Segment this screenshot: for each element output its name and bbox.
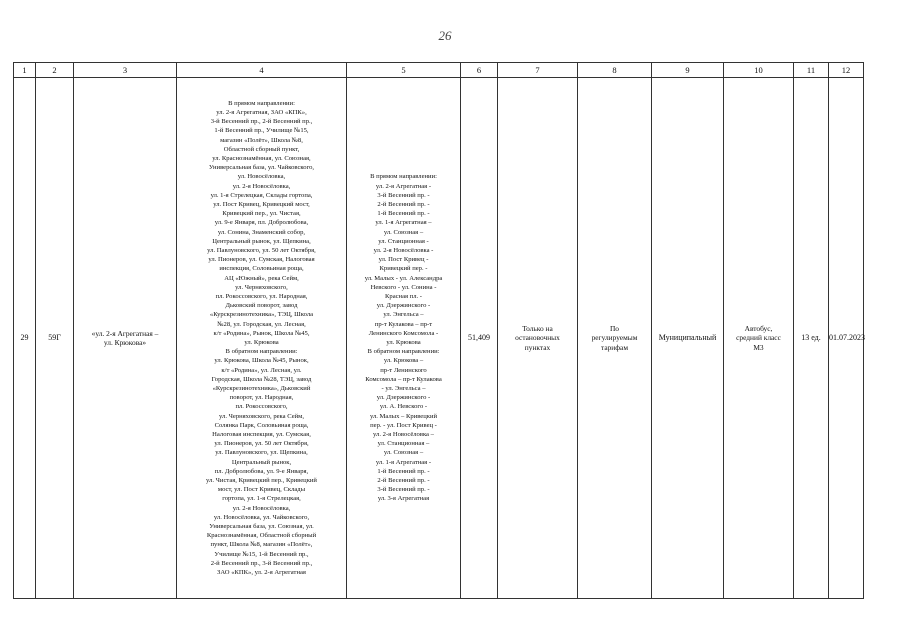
cell-text-line: ул. 9-е Января, пл. Добролюбова, <box>214 219 309 227</box>
header-cell-6: 6 <box>461 63 498 78</box>
cell-text-line: ул. 2-я Новосёловка, <box>232 182 291 190</box>
cell-text-line: 1-й Весенний пр. - <box>377 210 430 218</box>
cell-text-line: ул. 1-я Агрегатная - <box>375 458 432 466</box>
cell-text-line: М3 <box>753 342 764 352</box>
cell-text-line: ул. Новосёловка, <box>237 173 286 181</box>
stops-list-cell <box>177 78 347 599</box>
cell-text-line: По <box>609 323 620 333</box>
header-cell-4: 4 <box>177 63 347 78</box>
cell-text-line: Дьковский поворот, завод <box>225 302 298 310</box>
cell-text-line: пл. Добролюбова, ул. 9-е Января, <box>214 467 309 475</box>
cell-text-line: Универсальная база, ул. Союзная, ул. <box>209 523 314 531</box>
cell-text-line: гортопа, ул. 1-я Стрелецкая, <box>222 495 301 503</box>
cell-text-line: магазин «Полёт», Школа №8, <box>220 136 303 144</box>
cell-text-line: средний класс <box>736 333 781 343</box>
carrier-type-cell: Муниципальный <box>652 78 724 599</box>
cell-text-line: №28, ул. Городская, ул. Лесная, <box>217 320 306 328</box>
cell-text-line: Комсомола – пр-т Кулакова <box>365 375 442 383</box>
cell-text-line: ул. Крюкова <box>386 339 421 346</box>
cell-text-line: регулируемым <box>591 333 638 343</box>
route-length-cell: 51,409 <box>461 78 498 599</box>
cell-text-line: ул. Пионеров, ул. 50 лет Октября, <box>214 440 309 448</box>
cell-text-line: инспекция, Соловьиная роща, <box>219 265 304 273</box>
cell-text-line: ул. Союзная – <box>383 449 424 457</box>
cell-text-line: Только на <box>522 323 553 333</box>
cell-text-line: ул. А. Невского - <box>379 403 428 411</box>
cell-text-line: ул. Павлуновского, ул. 50 лет Октября, <box>207 246 316 254</box>
boarding-order-cell <box>498 78 578 599</box>
cell-text-line: мост, ул. Пост Кривец, Склады <box>217 486 306 494</box>
header-cell-11: 11 <box>794 63 829 78</box>
streets-list-cell <box>347 78 461 599</box>
vehicle-count-cell: 13 ед. <box>794 78 829 599</box>
cell-text-line: Городская, Школа №28, ТЭЦ, завод <box>211 375 312 383</box>
cell-text-line: «Курскрезинотехника», Дьковский <box>212 385 311 393</box>
cell-text-line: ул. Союзная – <box>383 228 424 236</box>
start-date-cell: 01.07.2023 <box>829 78 864 599</box>
cell-text-line: пунктах <box>524 342 551 352</box>
cell-text-line: Областной сборный пункт, <box>223 145 300 153</box>
cell-text-line: В обратном направлении: <box>225 348 298 356</box>
cell-text-line: Солянка Парк, Соловьиная роща, <box>214 421 309 429</box>
cell-text-line: Центральный рынок, ул. Щепкина, <box>212 237 311 245</box>
cell-text-line: пл. Рокоссовского, ул. Народная, <box>215 292 308 300</box>
cell-text-line: ул. Краснознамённая, ул. Союзная, <box>212 154 311 162</box>
header-cell-5: 5 <box>347 63 461 78</box>
header-cell-10: 10 <box>724 63 794 78</box>
cell-text-line: ул. Дзержинского - <box>376 302 431 310</box>
cell-text-line: ул. Чистая, Кривецкий пер., Кривецкий <box>206 477 317 485</box>
cell-text-line: ул. 1-я Стрелецкая, Склады гортопа, <box>210 191 313 199</box>
cell-text-line: ул. 2-я Новосёловка – <box>373 431 434 439</box>
route-name-cell <box>74 78 177 599</box>
cell-text-line: ул. Пост Кривец, Кривецкий мост, <box>213 200 310 208</box>
tariff-type-cell <box>578 78 652 599</box>
cell-text-line: ул. Крюкова» <box>103 338 147 347</box>
cell-text-line: ул. Черняховского, <box>235 283 288 291</box>
cell-text-line: «ул. 2-я Агрегатная – <box>91 328 159 338</box>
table-row <box>14 78 864 599</box>
cell-text-line: ул. Станционная – <box>377 440 430 448</box>
cell-text-line: ул. Малых - ул. Александра <box>364 274 443 282</box>
cell-text-line: пр-т Ленинского <box>380 366 427 374</box>
cell-text-line: 2-й Весенний пр., 3-й Весенний пр., <box>210 559 313 567</box>
cell-text-line: ул. Дзержинского - <box>376 394 431 402</box>
cell-text-line: «Курскрезинотехника», ТЭЦ, Школа <box>209 311 314 319</box>
route-register-table <box>13 62 864 599</box>
cell-text-line: пр-т Кулакова – пр-т <box>374 320 433 328</box>
cell-text-line: ул. 2-я Новосёловка - <box>373 246 434 254</box>
cell-text-line: Автобус, <box>744 323 773 333</box>
cell-text-line: Кривецкий пер. - <box>379 265 428 273</box>
cell-text-line: АЦ «Южный», река Сейм, <box>224 274 299 282</box>
cell-text-line: 2-й Весенний пр. - <box>377 477 430 485</box>
cell-text-line: ул. 1-я Агрегатная – <box>375 219 432 227</box>
header-cell-2: 2 <box>36 63 74 78</box>
cell-text-line: пл. Рокоссовского, <box>235 403 288 411</box>
cell-text-line: тарифам <box>601 342 628 352</box>
header-cell-8: 8 <box>578 63 652 78</box>
header-row <box>14 63 864 78</box>
cell-text-line: к/т «Родина», ул. Лесная, ул. <box>221 366 302 374</box>
cell-text-line: В прямом направлении: <box>370 173 437 181</box>
page-number: 26 <box>438 28 452 43</box>
cell-text-line: поворот, ул. Народная, <box>229 394 294 402</box>
cell-text-line: пер. - ул. Пост Кривец - <box>370 421 437 429</box>
cell-text-line: 1-й Весенний пр., Училище №15, <box>214 127 309 135</box>
cell-text-line: Кривецкий пер., ул. Чистая, <box>222 210 301 218</box>
route-number-cell: 29 <box>14 78 36 599</box>
cell-text-line: 3-й Весенний пр. - <box>377 191 430 199</box>
cell-text-line: Универсальная база, ул. Чайковского, <box>208 164 315 172</box>
cell-text-line: В обратном направлении: <box>367 348 440 356</box>
header-cell-9: 9 <box>652 63 724 78</box>
header-cell-7: 7 <box>498 63 578 78</box>
cell-text-line: ул. Пионеров, ул. Сумская, Налоговая <box>208 256 315 264</box>
cell-text-line: ул. Павлуновского, ул. Щепкина, <box>215 449 308 457</box>
cell-text-line: ул. Крюкова <box>244 339 279 346</box>
cell-text-line: к/т «Родина», Рынок, Школа №45, <box>213 329 310 337</box>
cell-text-line: ул. 3-я Агрегатная <box>377 495 430 503</box>
cell-text-line: ул. Станционная - <box>378 237 429 245</box>
cell-text-line: 3-й Весенний пр., 2-й Весенний пр., <box>210 118 313 126</box>
cell-text-line: ул. Сонина, Знаменский собор, <box>217 228 306 236</box>
cell-text-line: 2-й Весенний пр. - <box>377 200 430 208</box>
cell-text-line: ул. Энгельса – <box>383 311 424 319</box>
cell-text-line: ул. 2-я Агрегатная - <box>375 182 432 190</box>
cell-text-line: ул. 2-я Агрегатная, ЗАО «КПК», <box>216 108 307 116</box>
cell-text-line: Центральный рынок, <box>231 458 292 466</box>
cell-text-line: Красная пл. - <box>385 292 422 300</box>
cell-text-line: ЗАО «КПК», ул. 2-я Агрегатная <box>217 569 306 577</box>
cell-text-line: ул. Крюкова – <box>383 357 424 365</box>
cell-text-line: - ул. Энгельса – <box>381 385 426 393</box>
cell-text-line: ул. 2-я Новосёловка, <box>232 504 291 512</box>
cell-text-line: ул. Крюкова, Школа №45, Рынок, <box>214 357 309 365</box>
cell-text-line: пункт, Школа №8, магазин «Полёт», <box>210 541 313 549</box>
cell-text-line: ул. Пост Кривец - <box>378 256 429 264</box>
header-cell-3: 3 <box>74 63 177 78</box>
cell-text-line: Училище №15, 1-й Весенний пр., <box>214 550 309 558</box>
cell-text-line: Краснознамённая, Областной сборный <box>206 532 317 540</box>
cell-text-line: ул. Черняховского, река Сейм, <box>219 412 304 420</box>
cell-text-line: Невского - ул. Сонина - <box>370 283 437 291</box>
cell-text-line: 1-й Весенний пр. - <box>377 467 430 475</box>
header-cell-1: 1 <box>14 63 36 78</box>
route-code-cell: 59Г <box>36 78 74 599</box>
vehicle-class-cell <box>724 78 794 599</box>
cell-text-line: Налоговая инспекция, ул. Сумская, <box>212 431 311 439</box>
cell-text-line: остановочных <box>515 333 560 343</box>
cell-text-line: ул. Малых – Кривецкий <box>369 412 438 420</box>
cell-text-line: 3-й Весенний пр. - <box>377 486 430 494</box>
header-cell-12: 12 <box>829 63 864 78</box>
cell-text-line: Ленинского Комсомола - <box>368 329 439 337</box>
cell-text-line: В прямом направлении: <box>228 99 295 107</box>
cell-text-line: ул. Новосёловка, ул. Чайковского, <box>213 513 310 521</box>
